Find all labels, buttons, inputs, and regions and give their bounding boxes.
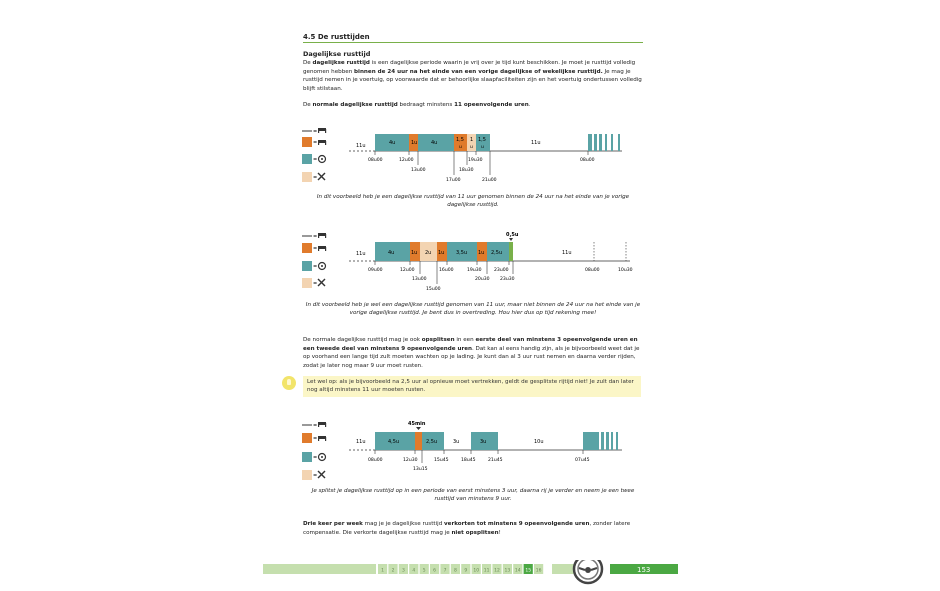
tools-icon — [318, 471, 325, 478]
chapter-tab-label: 8 — [453, 568, 457, 574]
bed-icon — [318, 436, 326, 441]
svg-text:15u45: 15u45 — [434, 458, 449, 463]
section-rule — [303, 42, 643, 43]
shortened-paragraph: Drie keer per week mag je je dagelijkse rusttijd verkorten tot minstens 9 opeenvolgende uren, zonder latere compensatie. Die verkorte dagelijkse rusttijd mag je niet opsplitsen! — [303, 521, 631, 536]
svg-text:1u: 1u — [411, 250, 418, 256]
segment-label: 4u — [431, 140, 438, 146]
chapter-tab-label: 5 — [422, 568, 426, 574]
diagram-1 — [300, 122, 645, 192]
svg-text:18u45: 18u45 — [461, 458, 476, 463]
chapter-tab-label: 10 — [473, 568, 480, 574]
svg-text:=: = — [313, 140, 318, 146]
svg-text:=: = — [313, 234, 318, 240]
chapter-tab-label: 6 — [433, 568, 437, 574]
segment-label: 4u — [389, 140, 396, 146]
chapter-tab-label: 4 — [412, 568, 416, 574]
svg-text:=: = — [313, 436, 318, 442]
chapter-tab-label: 3 — [401, 568, 405, 574]
svg-text:10u30: 10u30 — [618, 268, 633, 273]
legend — [302, 422, 326, 480]
svg-text:4u: 4u — [388, 250, 395, 256]
svg-text:18u30: 18u30 — [459, 168, 474, 173]
svg-text:3u: 3u — [480, 439, 487, 445]
bed-icon — [318, 140, 326, 145]
svg-text:08u00: 08u00 — [585, 268, 600, 273]
rest-label-left: 11u — [356, 251, 366, 257]
steering-wheel-icon — [574, 560, 602, 583]
svg-text:=: = — [313, 423, 318, 429]
bed-icon — [318, 246, 326, 251]
svg-text:12u00: 12u00 — [400, 268, 415, 273]
svg-text:21u45: 21u45 — [488, 458, 503, 463]
svg-text:19u30: 19u30 — [467, 268, 482, 273]
chapter-tab-label: 11 — [483, 568, 490, 574]
bed-icon — [318, 128, 326, 133]
svg-text:=: = — [313, 129, 318, 135]
svg-text:13u15: 13u15 — [413, 467, 428, 472]
segment-sub: u — [470, 145, 473, 150]
chapter-tab-label: 13 — [504, 568, 511, 574]
svg-text:2,5u: 2,5u — [491, 250, 503, 256]
normal-rest-paragraph: De normale dagelijkse rusttijd bedraagt minstens 11 opeenvolgende uren. — [303, 102, 531, 108]
steering-wheel-icon — [319, 454, 326, 461]
tools-icon — [318, 279, 325, 286]
svg-text:13u00: 13u00 — [411, 168, 426, 173]
section-title: 4.5 De rusttijden — [303, 33, 370, 41]
split-paragraph: De normale dagelijkse rusttijd mag je ook opsplitsen in een eerste deel van minstens 3 opeenvolgende uren en een tweede deel van minstens 9 opeenvolgende uren. Dat kan al eens handig zijn, als je bijvoorbeeld weet dat je op voorhand een lange tijd zult moeten wachten op je lading. Je kunt dan al 3 uur rust nemen en daarna verder rijden, zodat je later nog maar 9 uur moet rusten. — [303, 337, 640, 369]
chapter-tab-label: 16 — [535, 568, 542, 574]
diagram-2-caption: In dit voorbeeld heb je wel een dagelijkse rusttijd genomen van 11 uur, maar niet binnen de 24 uur na het einde van je vorige dagelijkse rusttijd. Je bent dus in overtreding. Hou hier dus op tijd rekening mee! — [305, 302, 641, 316]
segment-label: 1,5 — [478, 137, 486, 143]
diagram-3-caption: Je splitst je dagelijkse rusttijd op in een periode van eerst minstens 3 uur, daarna rij je verder en neem je een twee rusttijd van minstens 9 uur. — [311, 488, 635, 502]
segment-sub: u — [481, 145, 484, 150]
svg-text:=: = — [313, 281, 318, 287]
steering-wheel-icon — [319, 156, 326, 163]
chapter-tabs — [378, 564, 543, 574]
chapter-tab-label: 9 — [464, 568, 468, 574]
svg-text:11u: 11u — [356, 439, 366, 445]
svg-text:10u: 10u — [534, 439, 544, 445]
chapter-tab-label: 14 — [514, 568, 521, 574]
svg-text:16u00: 16u00 — [439, 268, 454, 273]
svg-text:=: = — [313, 246, 318, 252]
segment-sub: u — [459, 145, 462, 150]
svg-text:1u: 1u — [478, 250, 485, 256]
svg-text:11u: 11u — [562, 250, 572, 256]
svg-text:4,5u: 4,5u — [388, 439, 400, 445]
segment-label: 1,5 — [456, 137, 464, 143]
svg-text:12u00: 12u00 — [399, 158, 414, 163]
top-marker-label: 45min — [408, 421, 426, 427]
svg-text:08u00: 08u00 — [368, 158, 383, 163]
rest-label-left: 11u — [356, 143, 366, 149]
rest-label-right: 11u — [531, 140, 541, 146]
svg-text:3u: 3u — [453, 439, 460, 445]
page-footer — [0, 560, 940, 587]
legend — [302, 128, 326, 182]
chapter-tab-label: 12 — [494, 568, 500, 574]
diagram-1-caption: In dit voorbeeld heb je een dagelijkse rusttijd van 11 uur genomen binnen de 24 uur na het einde van je vorige dagelijkse rusttijd. — [316, 194, 630, 208]
chapter-tab-label: 1 — [381, 568, 385, 574]
steering-wheel-icon — [319, 263, 326, 270]
svg-text:21u00: 21u00 — [482, 178, 497, 183]
segment-label: 1u — [411, 140, 418, 146]
lightbulb-icon — [282, 376, 296, 390]
chapter-tab-label: 7 — [443, 568, 447, 574]
svg-text:08u00: 08u00 — [368, 458, 383, 463]
svg-text:=: = — [313, 264, 318, 270]
svg-text:2u: 2u — [425, 250, 432, 256]
diagram-3 — [300, 417, 645, 485]
svg-text:=: = — [313, 157, 318, 163]
svg-text:23u30: 23u30 — [500, 277, 515, 282]
svg-text:12u30: 12u30 — [403, 458, 418, 463]
svg-text:09u00: 09u00 — [368, 268, 383, 273]
subsection-title: Dagelijkse rusttijd — [303, 50, 371, 58]
segment-label: 1 — [470, 137, 474, 143]
svg-text:2,5u: 2,5u — [426, 439, 438, 445]
bed-icon — [318, 422, 326, 427]
svg-text:1u: 1u — [438, 250, 445, 256]
svg-text:20u30: 20u30 — [475, 277, 490, 282]
tip-box: Let wel op: als je bijvoorbeeld na 2,5 uur al opnieuw moet vertrekken, geldt de gesplitste rijtijd niet! Je zult dan later nog altijd minstens 11 uur moeten rusten. — [303, 376, 641, 397]
svg-text:07u45: 07u45 — [575, 458, 590, 463]
svg-text:=: = — [313, 473, 318, 479]
intro-paragraph: De dagelijkse rusttijd is een dagelijkse periode waarin je vrij over je tijd kunt beschikken. Je moet je rusttijd volledig genomen hebben binnen de 24 uur na het einde van een vorige dagelijkse of wekelijkse rusttijd. Je mag je rusttijd nemen in je voertuig, op voorwaarde dat er behoorlijke slaapfaciliteiten zijn en het voertuig ondertussen volledig blijft stilstaan. — [303, 60, 642, 92]
svg-text:=: = — [313, 175, 318, 181]
legend — [302, 233, 326, 288]
svg-text:23u00: 23u00 — [494, 268, 509, 273]
diagram-2 — [300, 229, 645, 295]
svg-text:13u00: 13u00 — [412, 277, 427, 282]
svg-text:=: = — [313, 455, 318, 461]
tools-icon — [318, 173, 325, 180]
svg-text:15u00: 15u00 — [426, 287, 441, 292]
svg-text:19u30: 19u30 — [468, 158, 483, 163]
svg-text:3,5u: 3,5u — [456, 250, 468, 256]
svg-text:08u00: 08u00 — [580, 158, 595, 163]
chapter-tab-label: 2 — [391, 568, 395, 574]
page-number: 153 — [637, 566, 651, 574]
svg-text:17u00: 17u00 — [446, 178, 461, 183]
bed-icon — [318, 233, 326, 238]
chapter-tab-label: 15 — [525, 568, 532, 574]
top-marker-label: 0,5u — [506, 232, 519, 238]
